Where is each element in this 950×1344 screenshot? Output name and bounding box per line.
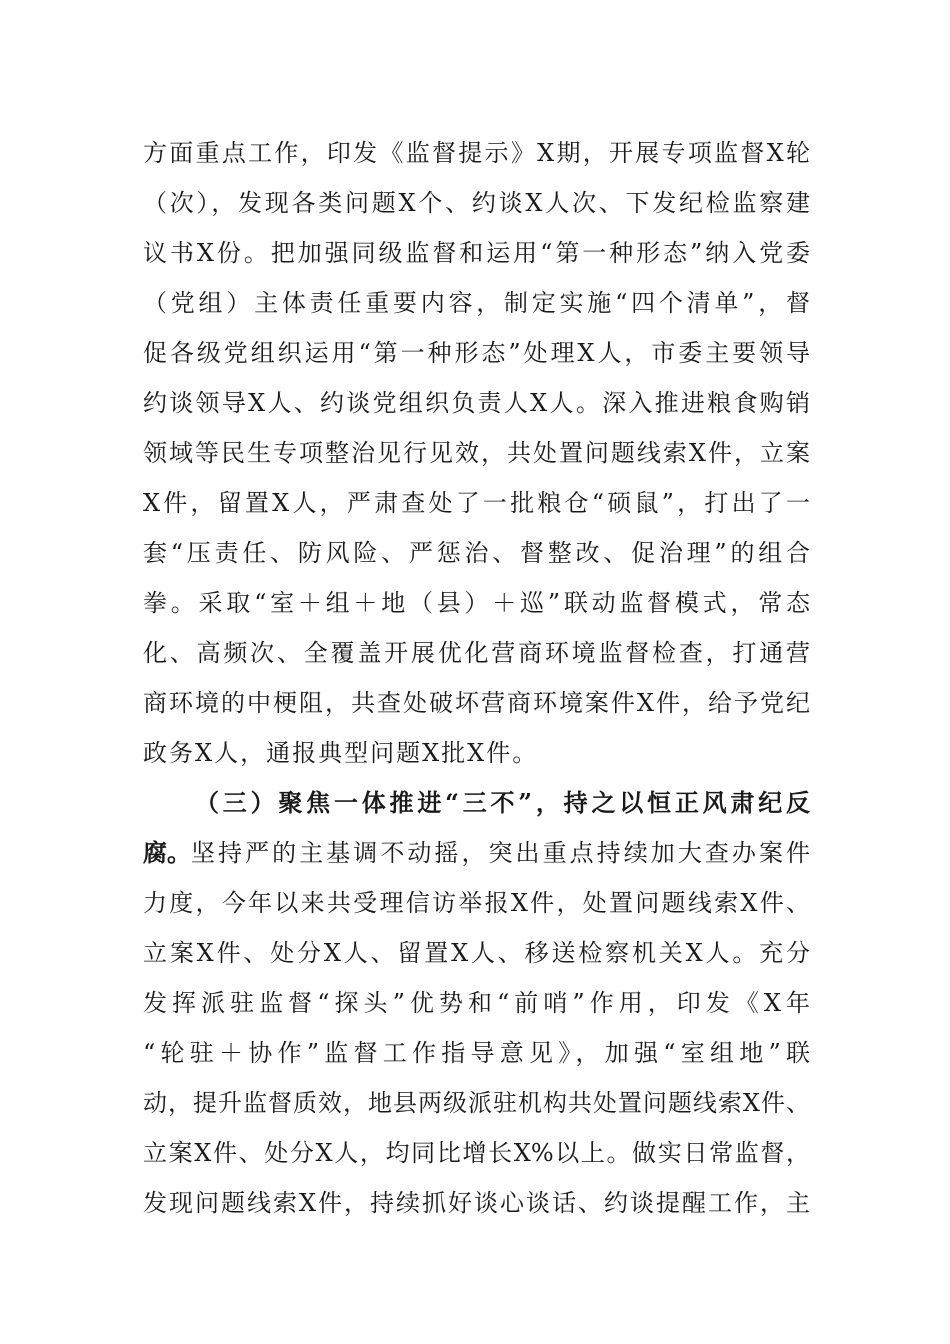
text-line: X件，留置X人，严肃查处了一批粮仓“硕鼠”，打出了一 xyxy=(143,489,810,517)
section-heading: （三）聚焦一体推进“三不”，持之以恒正风肃纪反 xyxy=(195,788,810,817)
text-line: 化、高频次、全覆盖开展优化营商环境监督检查，打通营 xyxy=(143,639,810,667)
section-heading-end: 腐。 xyxy=(143,838,191,867)
text-line: 发现问题线索X件，持续抓好谈心谈话、约谈提醒工作，主 xyxy=(143,1189,810,1217)
text-line: 立案X件、处分X人，均同比增长X%以上。做实日常监督， xyxy=(143,1139,810,1167)
text-line: 发挥派驻监督“探头”优势和“前哨”作用，印发《X年 xyxy=(143,989,810,1017)
text-line: 动，提升监督质效，地县两级派驻机构共处置问题线索X件、 xyxy=(143,1089,810,1117)
text-line: 议书X份。把加强同级监督和运用“第一种形态”纳入党委 xyxy=(143,239,810,267)
text-line-last: 政务X人，通报典型问题X批X件。 xyxy=(143,739,539,767)
body-text xyxy=(143,128,810,1228)
text-line: 力度，今年以来共受理信访举报X件，处置问题线索X件、 xyxy=(143,889,810,917)
text-line: 方面重点工作，印发《监督提示》X期，开展专项监督X轮 xyxy=(143,139,810,167)
text-line: 促各级党组织运用“第一种形态”处理X人，市委主要领导 xyxy=(143,339,810,367)
text-line: 拳。采取“室＋组＋地（县）＋巡”联动监督模式，常态 xyxy=(143,589,810,617)
text-line: （党组）主体责任重要内容，制定实施“四个清单”，督 xyxy=(143,289,810,317)
text-line: 领域等民生专项整治见行见效，共处置问题线索X件，立案 xyxy=(143,439,810,467)
text-line: 商环境的中梗阻，共查处破坏营商环境案件X件，给予党纪 xyxy=(143,689,810,717)
text-line: 约谈领导X人、约谈党组织负责人X人。深入推进粮食购销 xyxy=(143,389,810,417)
text-line: （次），发现各类问题X个、约谈X人次、下发纪检监察建 xyxy=(143,189,810,217)
text-line: 套“压责任、防风险、严惩治、督整改、促治理”的组合 xyxy=(143,539,810,567)
text-line: “轮驻＋协作”监督工作指导意见》，加强“室组地”联 xyxy=(143,1039,810,1067)
text-line xyxy=(143,828,810,878)
text-line: 立案X件、处分X人、留置X人、移送检察机关X人。充分 xyxy=(143,939,810,967)
text-segment: 坚持严的主基调不动摇，突出重点持续加大查办案件 xyxy=(191,839,810,867)
